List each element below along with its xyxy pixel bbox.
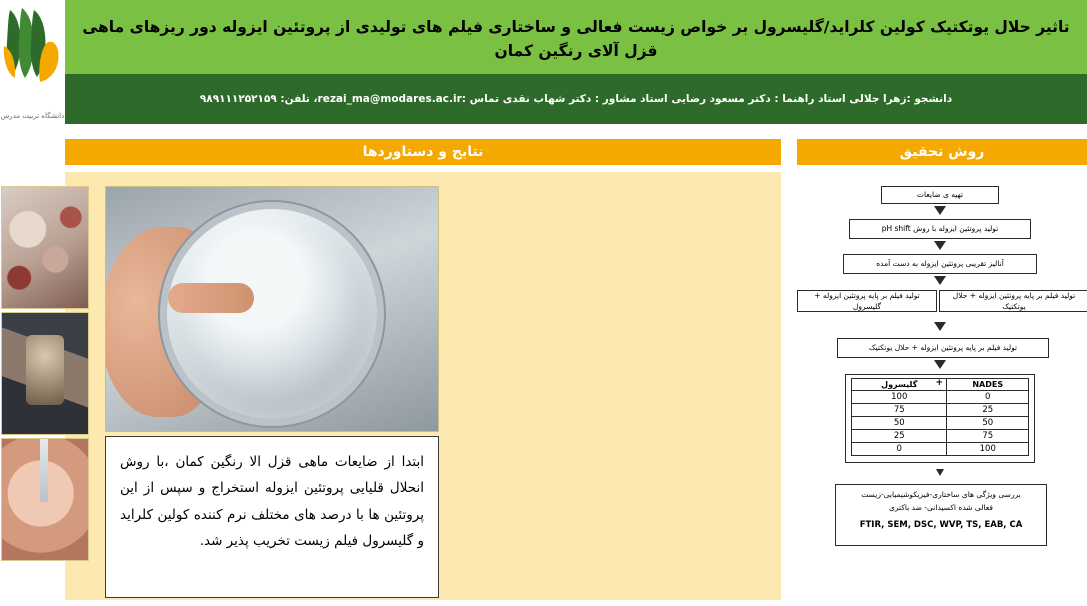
results-caption-text: ابتدا از ضایعات ماهی قزل الا رنگین کمان ،با روش انحلال قلیایی پروتئین ایزوله استخراج و سپس از این پروتئین ها با درصد های مختلف نرم کننده کولین کلراید و گلیسرول فیلم زیست تخریب پذیر شد. [120,454,424,549]
ratio-table-plus: + [935,378,943,388]
flow-arrow-5 [934,360,946,369]
protein-paste-photo [1,438,89,561]
final-node-techniques: FTIR, SEM, DSC, WVP, TS, EAB, CA [859,519,1023,530]
authors-band [65,74,1087,124]
poster-header [0,0,1087,124]
ratio-table-cell: 0 [947,391,1029,404]
ratio-table-cell: 50 [852,417,947,430]
flow-arrow-2 [934,241,946,250]
ratio-table-cell: 0 [852,443,947,456]
ratio-table-header-glycerol: گلیسرول [852,379,947,391]
flow-node-1: تهیه ی ضایعات [881,186,999,204]
flow-node-3: آنالیز تقریبی پروتئین ایزوله به دست آمده [843,254,1037,274]
section-bar-method: روش تحقیق [797,139,1087,165]
flow-arrow-6 [936,469,944,476]
title-band [65,0,1087,74]
final-node-line1: بررسی ویژگی های ساختاری-فیزیکوشیمیایی-زیست [861,490,1021,499]
fish-waste-photo [1,186,89,309]
ratio-table-cell: 50 [947,417,1029,430]
ratio-table-cell: 25 [852,430,947,443]
section-bar-results: نتایج و دستاوردها [65,139,781,165]
ratio-table-row [852,391,1029,404]
results-caption-box [105,436,439,598]
ratio-table-row [852,443,1029,456]
flow-arrow-1 [934,206,946,215]
page-title: تاثیر حلال یوتکتیک کولین کلراید/گلیسرول بر خواص زیست فعالی و ساختاری فیلم های تولیدی از پروتئین ایزوله دور ریزهای ماهی قزل آلای رنگین کمان [82,17,1070,60]
university-name: دانشگاه تربیت مدرس [0,112,65,120]
flow-arrow-3 [934,276,946,285]
photo-grid [0,186,89,561]
flow-final-node [835,484,1047,546]
ratio-table-header-nades: NADES [947,379,1029,391]
ratio-table-cell: 75 [947,430,1029,443]
ratio-table-cell: 75 [852,404,947,417]
university-logo-cell [0,0,65,124]
petri-dish-film-photo [105,186,439,432]
flow-node-5: تولید فیلم بر پایه پروتئین ایزوله + گلیسرول [797,290,937,312]
ratio-table-cell: 100 [852,391,947,404]
flow-node-4: تولید فیلم بر پایه پروتئین ایزوله + حلال یوتکتیک [939,290,1087,312]
flow-node-2: تولید پروتئین ایزوله با روش pH shift [849,219,1031,239]
ratio-table-cell: 100 [947,443,1029,456]
flow-node-6: تولید فیلم بر پایه پروتئین ایزوله + حلال یوتکتیک [837,338,1049,358]
ratio-table [851,378,1029,456]
blender-homogenizer-photo [1,312,89,435]
ratio-table-row [852,404,1029,417]
method-flowchart [797,172,1087,600]
flow-arrow-4 [934,322,946,331]
final-node-line2: فعالی شده اکسیدانی- ضد باکتری [889,502,993,512]
ratio-table-row [852,417,1029,430]
ratio-table-cell: 25 [947,404,1029,417]
authors-line: دانشجو :زهرا جلالی استاد راهنما : دکتر مسعود رضایی استاد مشاور : دکتر شهاب نقدی تماس :rezai_ma@modares.ac.ir، تلفن: ۹۸۹۱۱۱۲۵۲۱۵۹ [199,93,953,105]
petri-dish-shape [167,209,377,419]
university-logo-icon [2,6,62,84]
finger-shape [168,283,254,313]
header-main [65,0,1087,124]
ratio-table-row [852,430,1029,443]
